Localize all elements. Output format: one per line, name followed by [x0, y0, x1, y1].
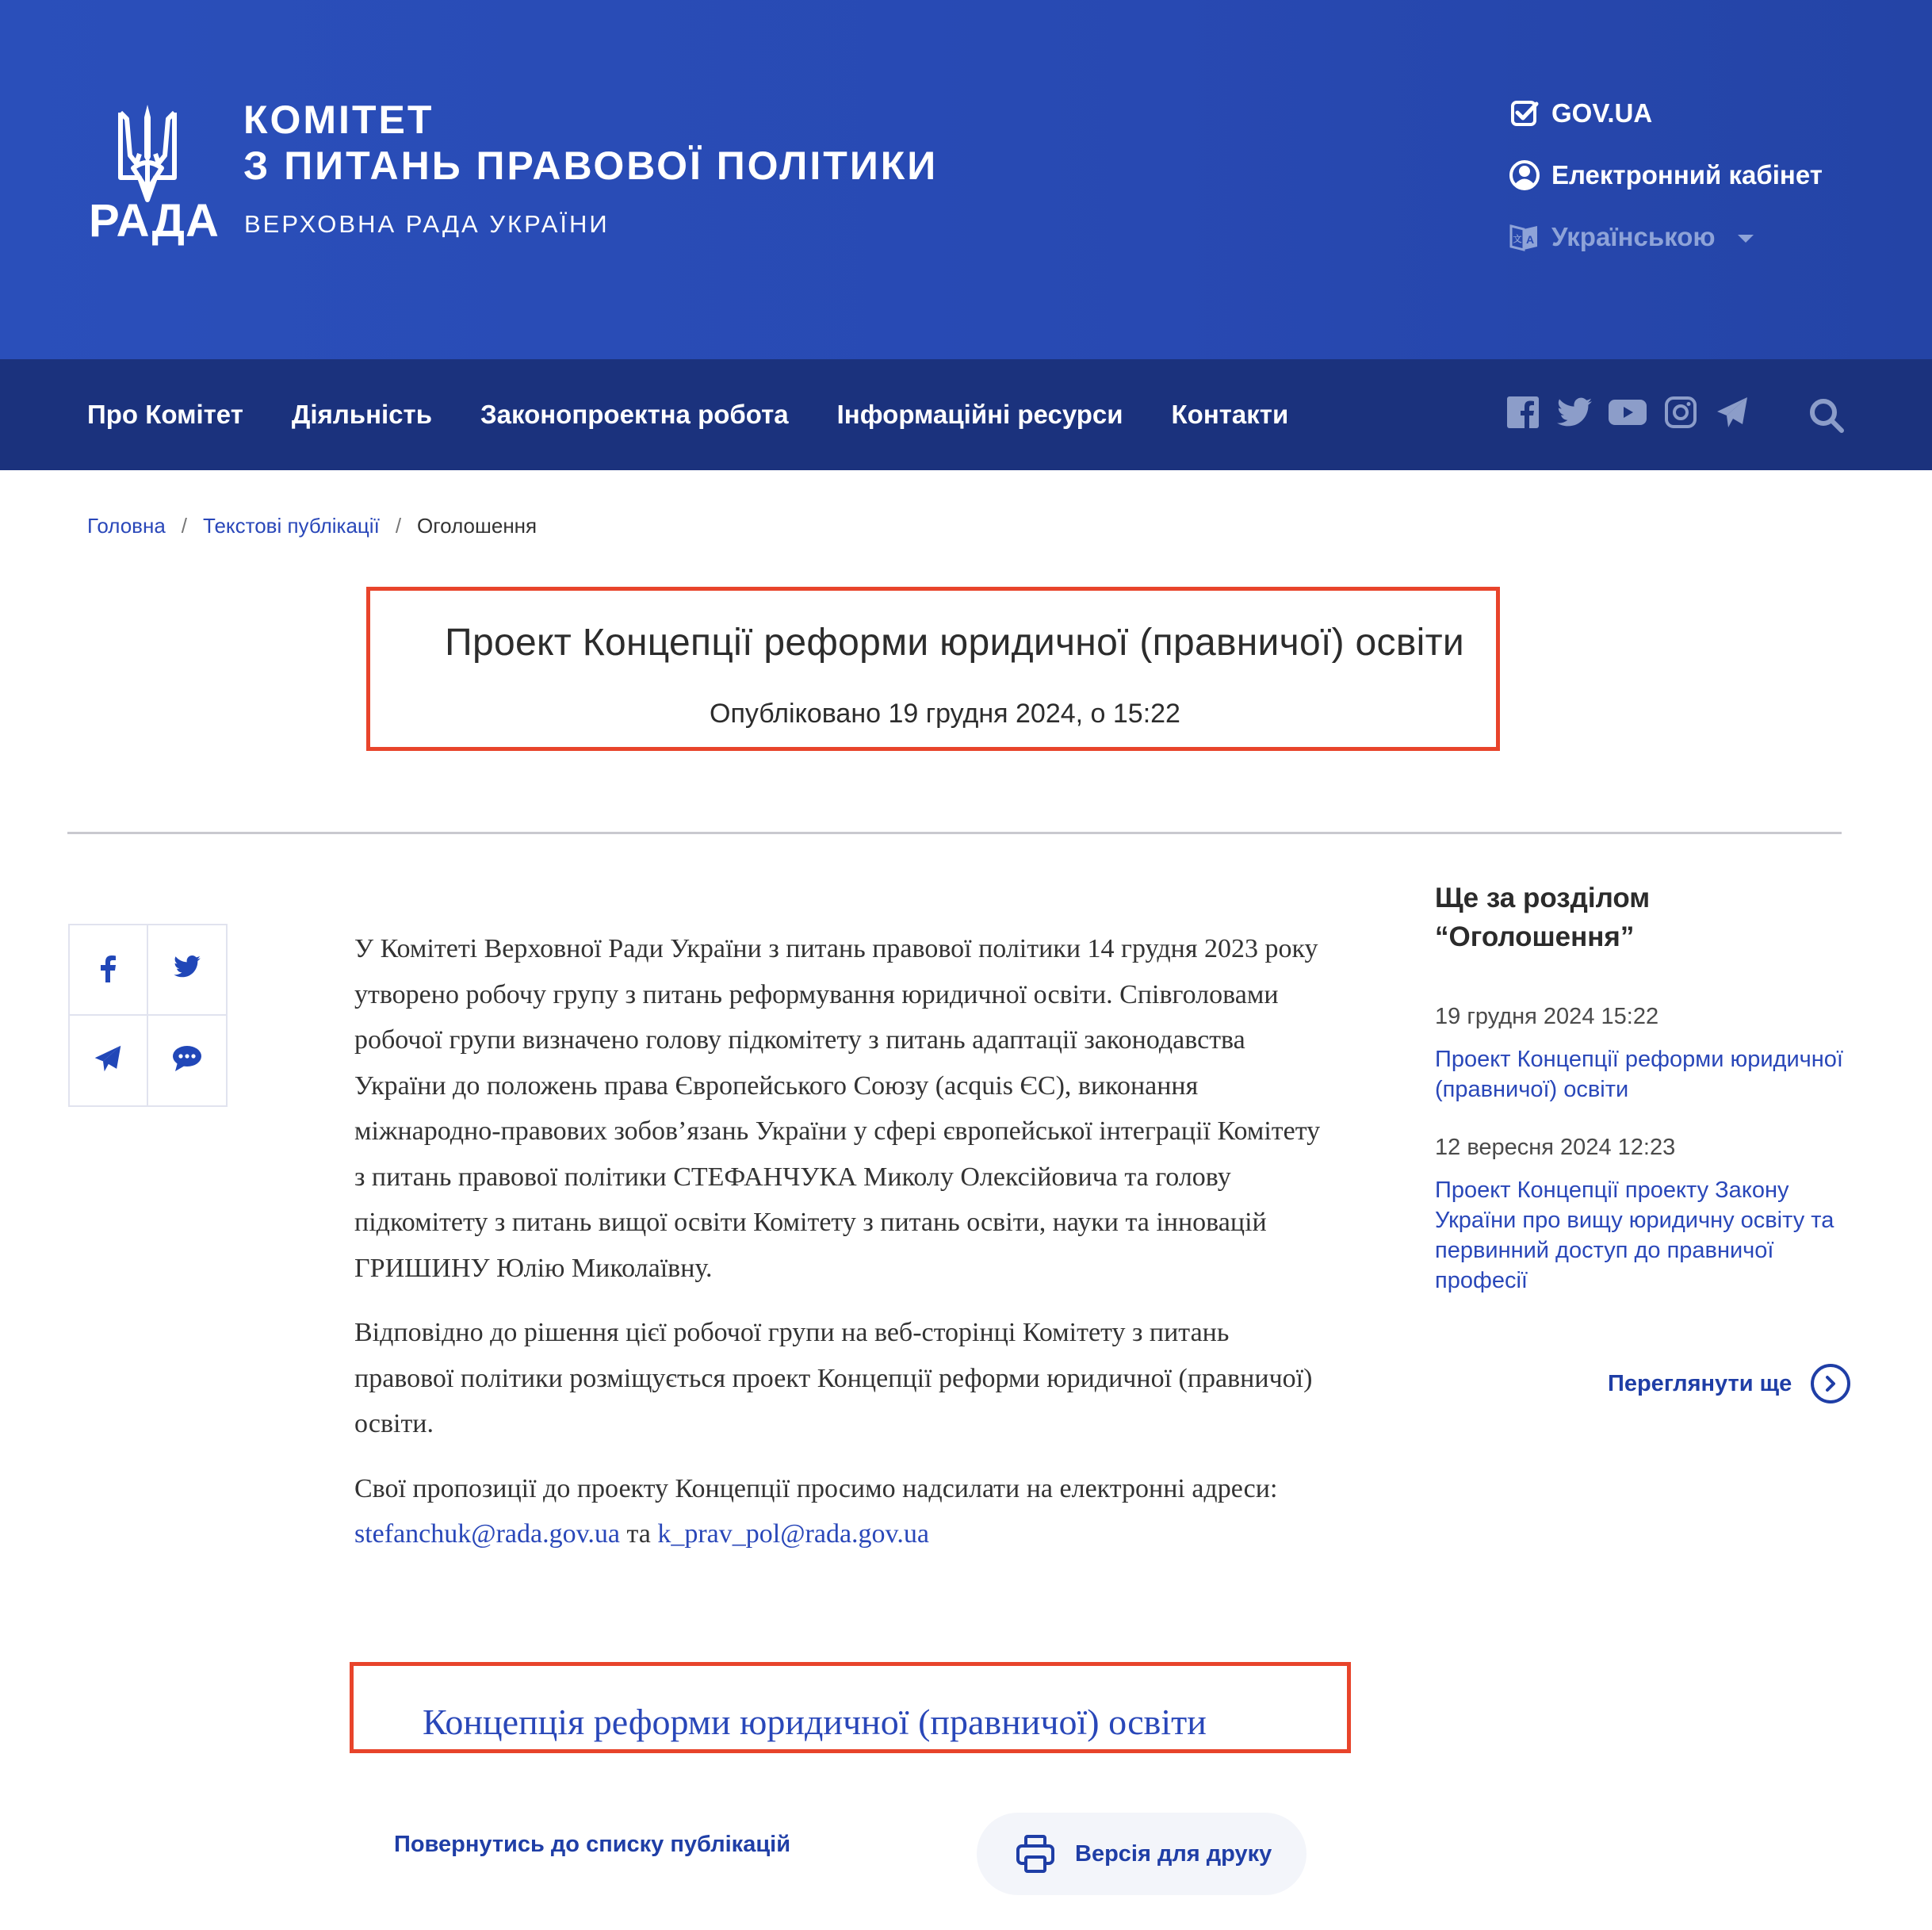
email-link-stefanchuk[interactable]: stefanchuk@rada.gov.ua — [354, 1519, 620, 1549]
article-paragraph: Відповідно до рішення цієї робочої групи на веб-сторінці Комітету з питань правової політики розміщується проект Концепції реформи юридичної (правничої) освіти. — [354, 1318, 1313, 1438]
e-cabinet-link[interactable] — [1509, 155, 1823, 195]
site-title[interactable] — [243, 97, 938, 189]
share-message-button[interactable] — [148, 1016, 227, 1106]
breadcrumb — [87, 514, 537, 538]
back-to-list-link[interactable]: Повернутись до списку публікацій — [394, 1832, 791, 1857]
share-telegram-button[interactable] — [70, 1016, 148, 1106]
sidebar-heading-line1: Ще за розділом — [1435, 883, 1651, 913]
divider — [67, 832, 1842, 834]
list-item-link[interactable]: Проект Концепції проекту Закону України про вищу юридичну освіту та первинний доступ до правничої професії — [1435, 1178, 1834, 1293]
site-header — [0, 0, 1932, 359]
nav-item-about[interactable]: Про Комітет — [87, 400, 243, 429]
contact-and: та — [619, 1519, 658, 1549]
share-facebook-button[interactable] — [70, 925, 148, 1016]
breadcrumb-separator: / — [181, 514, 188, 538]
list-item — [1435, 1135, 1847, 1296]
article-paragraph: У Комітеті Верховної Ради України з питань правової політики 14 грудня 2023 року утворено робочу групу з питань реформування юридичної освіти. Співголовами робочої групи визначено голову підкомітету з питань адаптації законодавства України до положень права Європейського Союзу (acquis ЄС), виконання міжнародно-правових зобов’язань України у сфері європейської інтеграції Комітету з питань правової політики СТЕФАНЧУКА Миколу Олексійовича та голову підкомітету з питань вищої освіти Комітету з питань освіти, науки та інновацій ГРИШИНУ Юлію Миколаївну. — [354, 934, 1321, 1283]
list-item — [1435, 1004, 1847, 1105]
see-more-label: Переглянути ще — [1608, 1370, 1792, 1396]
breadcrumb-text-publications[interactable]: Текстові публікації — [203, 514, 380, 538]
svg-text:A: A — [1525, 233, 1535, 246]
print-label: Версія для друку — [1075, 1840, 1272, 1867]
utility-links — [1509, 94, 1823, 279]
sidebar-heading — [1435, 879, 1847, 956]
gov-ua-label: GOV.UA — [1551, 98, 1653, 128]
list-item-date: 12 вересня 2024 12:23 — [1435, 1135, 1676, 1160]
language-selector[interactable] — [1509, 217, 1823, 257]
list-item-date: 19 грудня 2024 15:22 — [1435, 1004, 1659, 1029]
chevron-down-icon — [1738, 235, 1754, 243]
contact-text: Свої пропозиції до проекту Концепції просимо надсилати на електронні адреси: — [354, 1473, 1278, 1503]
logo-text: РАДА — [89, 195, 220, 247]
document-highlight-box — [350, 1662, 1351, 1753]
facebook-icon — [99, 955, 117, 986]
related-sidebar — [1435, 879, 1847, 1326]
facebook-icon[interactable] — [1505, 394, 1541, 431]
search-icon[interactable] — [1808, 396, 1847, 436]
e-cabinet-label: Електронний кабінет — [1551, 160, 1823, 190]
social-links — [1505, 394, 1766, 431]
svg-text:文: 文 — [1513, 234, 1522, 244]
checkbox-icon — [1509, 98, 1540, 129]
breadcrumb-current: Оголошення — [417, 514, 538, 538]
article-body — [354, 926, 1329, 1576]
youtube-icon[interactable] — [1608, 394, 1647, 431]
twitter-icon[interactable] — [1556, 394, 1593, 431]
gov-ua-link[interactable] — [1509, 94, 1823, 133]
twitter-icon — [174, 955, 201, 982]
language-label: Українською — [1551, 222, 1716, 251]
see-more-button[interactable] — [1608, 1364, 1850, 1403]
share-buttons — [68, 924, 228, 1107]
user-circle-icon — [1509, 159, 1540, 191]
title-highlight-box — [366, 587, 1500, 751]
email-link-committee[interactable]: k_prav_pol@rada.gov.ua — [657, 1519, 929, 1549]
nav-item-activity[interactable]: Діяльність — [291, 400, 432, 429]
nav-item-info-resources[interactable]: Інформаційні ресурси — [836, 400, 1123, 429]
published-date: Опубліковано 19 грудня 2024, о 15:22 — [710, 699, 1180, 729]
list-item-link[interactable]: Проект Концепції реформи юридичної (правничої) освіти — [1435, 1047, 1843, 1102]
telegram-icon — [94, 1044, 122, 1077]
nav-item-contacts[interactable]: Контакти — [1171, 400, 1289, 429]
nav-item-legislation[interactable]: Законопроектна робота — [480, 400, 789, 429]
translate-icon — [1509, 221, 1540, 253]
message-icon — [172, 1045, 202, 1076]
article-contact-paragraph — [354, 1466, 1329, 1557]
site-title-line2: З ПИТАНЬ ПРАВОВОЇ ПОЛІТИКИ — [243, 144, 939, 188]
printer-icon — [1015, 1833, 1056, 1874]
site-subtitle: ВЕРХОВНА РАДА УКРАЇНИ — [244, 210, 610, 238]
breadcrumb-separator: / — [395, 514, 402, 538]
page-title: Проект Концепції реформи юридичної (правничої) освіти — [445, 622, 1464, 664]
sidebar-heading-line2: “Оголошення” — [1435, 921, 1635, 952]
breadcrumb-home[interactable]: Головна — [87, 514, 166, 538]
print-version-button[interactable] — [977, 1813, 1306, 1895]
site-title-line1: КОМІТЕТ — [243, 98, 434, 142]
chevron-right-icon — [1811, 1364, 1850, 1403]
instagram-icon[interactable] — [1662, 394, 1699, 431]
share-twitter-button[interactable] — [148, 925, 227, 1016]
telegram-icon[interactable] — [1714, 394, 1750, 431]
document-link[interactable]: Концепція реформи юридичної (правничої) освіти — [423, 1702, 1207, 1742]
